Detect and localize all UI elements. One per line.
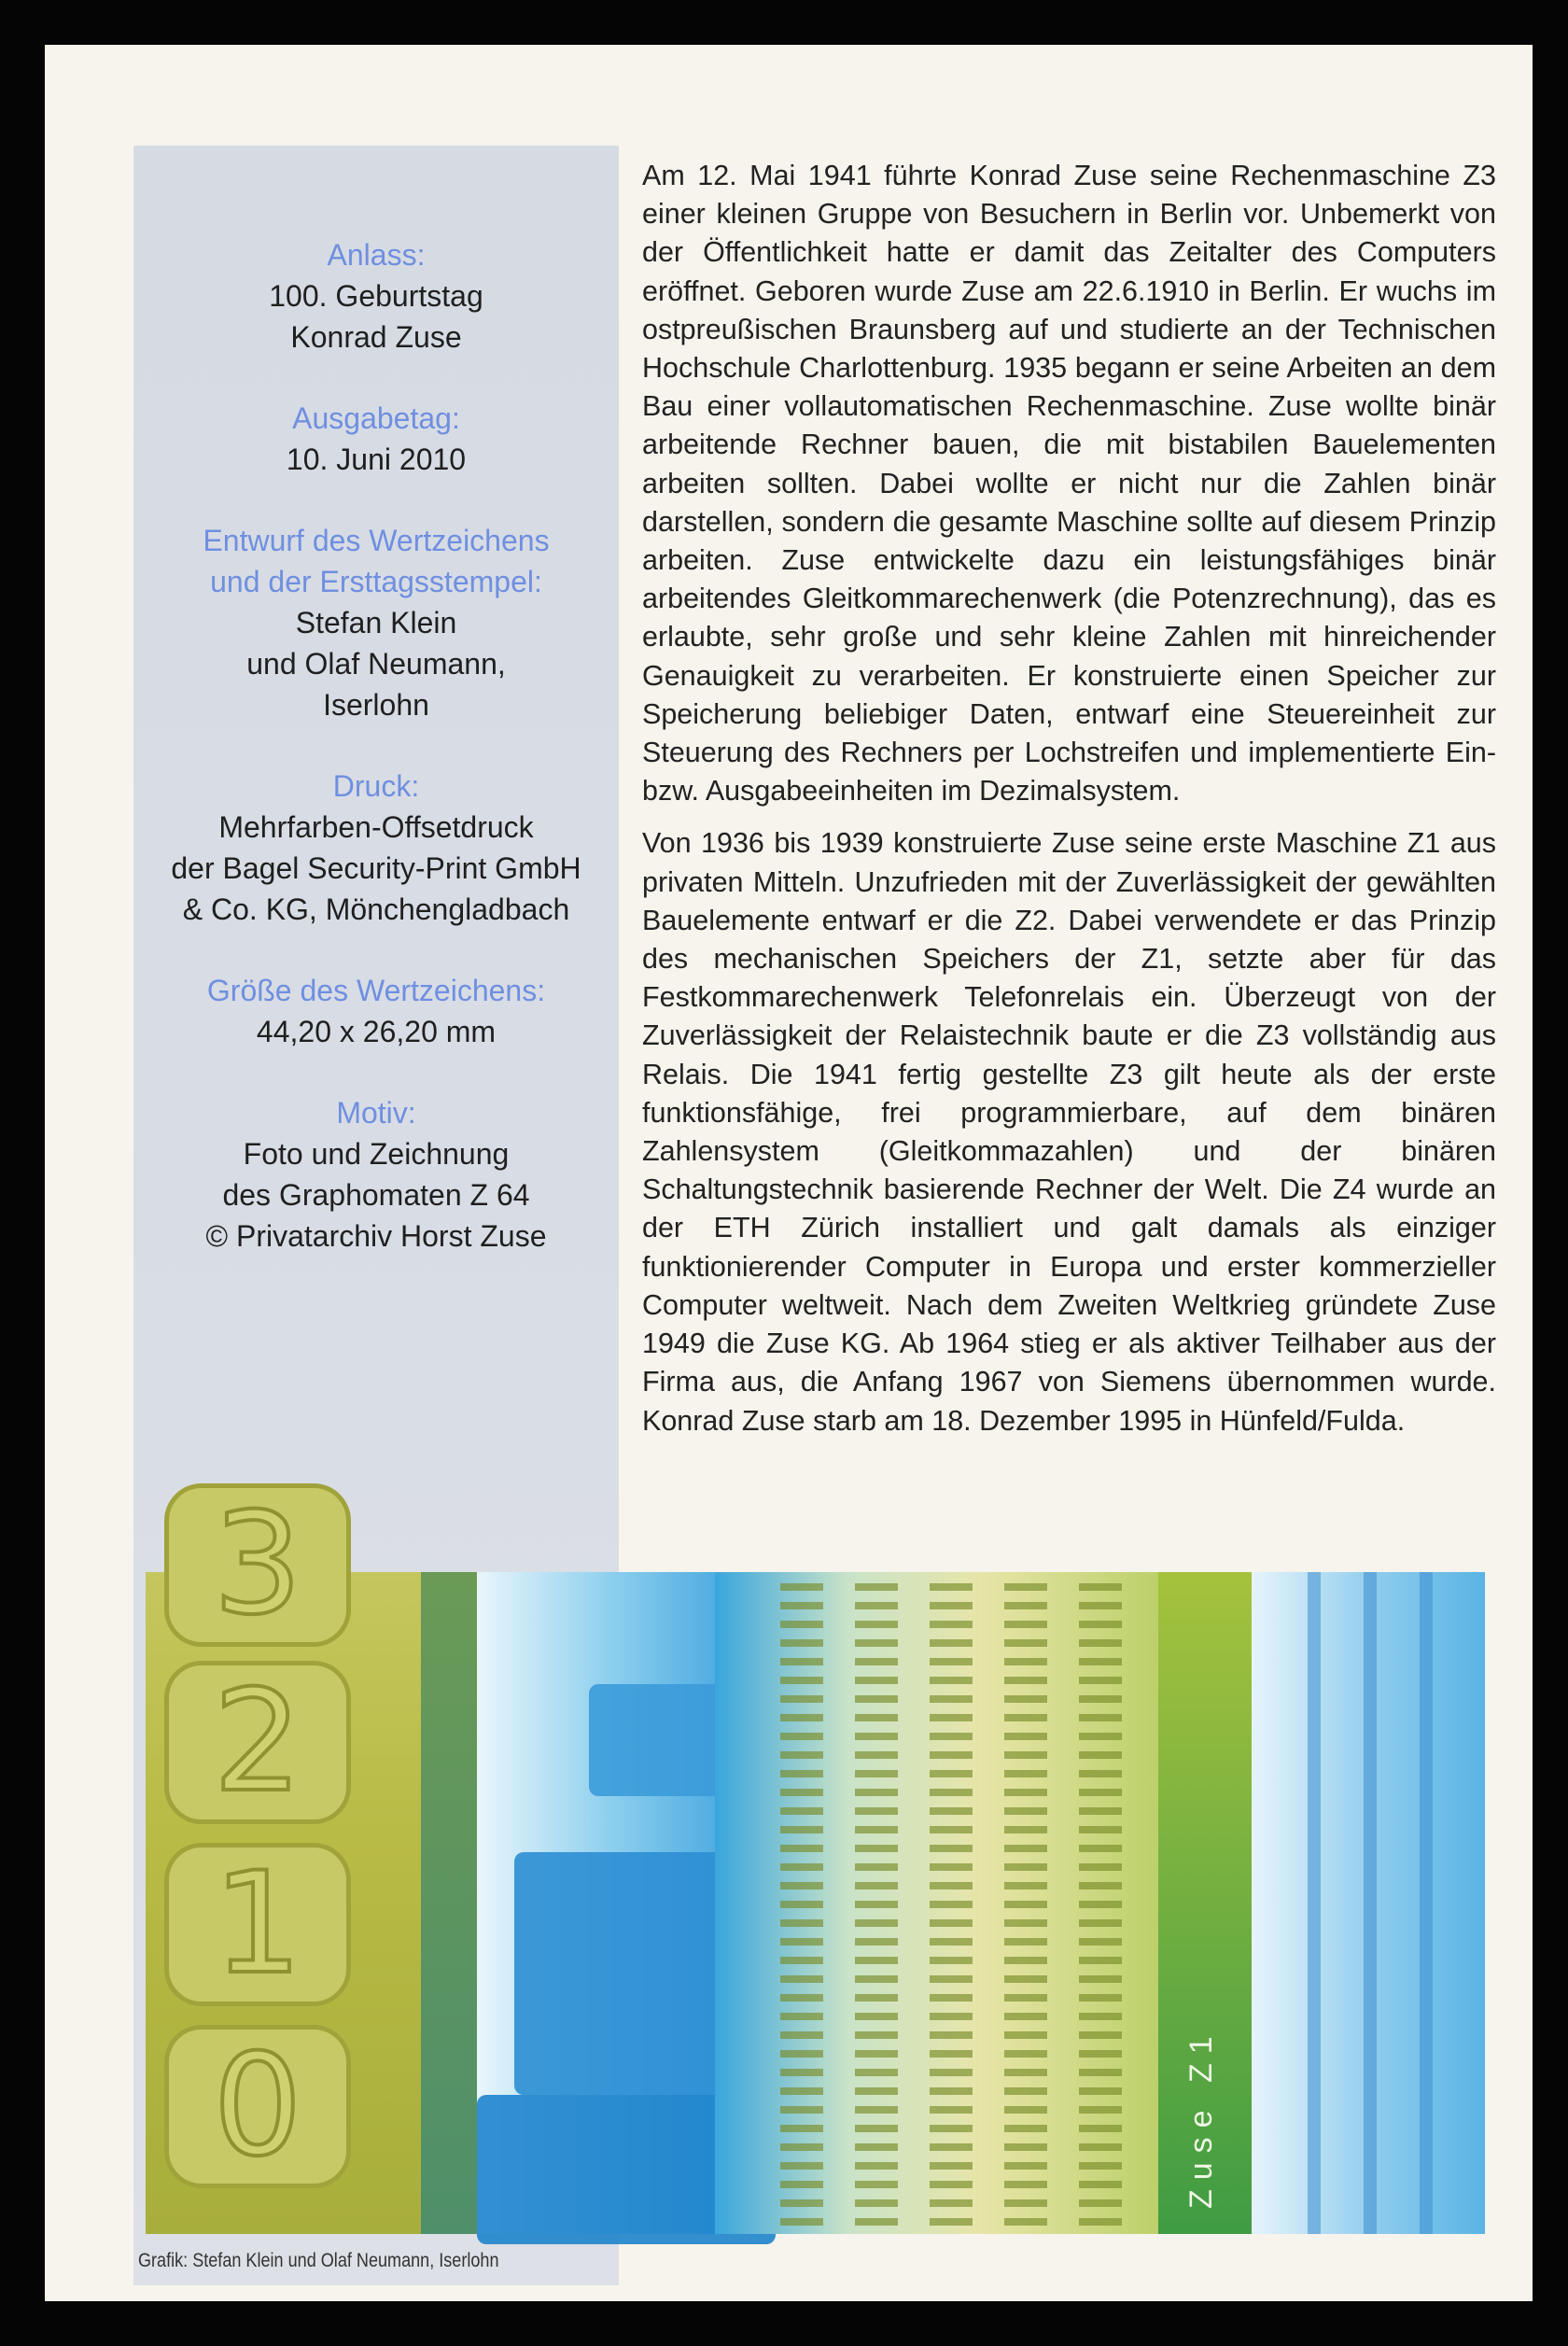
punch-strip xyxy=(930,1572,973,2234)
rail xyxy=(1420,1572,1433,2234)
value-line: Stefan Klein xyxy=(295,606,457,639)
punch-strip xyxy=(780,1572,823,2234)
value-line: des Graphomaten Z 64 xyxy=(222,1178,530,1212)
section-anlass xyxy=(133,234,619,358)
key-digit: 2 xyxy=(213,1661,302,1823)
rail xyxy=(1364,1572,1377,2234)
section-ausgabetag xyxy=(133,398,619,480)
machine-rails xyxy=(1252,1572,1485,2234)
document-sheet xyxy=(45,45,1533,2301)
rail xyxy=(1308,1572,1321,2234)
green-strip xyxy=(421,1572,477,2234)
article-body xyxy=(642,157,1496,1454)
value-line: & Co. KG, Mönchengladbach xyxy=(182,892,570,926)
label-entwurf-2: und der Ersttagsstempel: xyxy=(210,565,542,598)
key-digit: 0 xyxy=(213,2025,302,2187)
value-line: 44,20 x 26,20 mm xyxy=(256,1015,497,1048)
section-motiv xyxy=(133,1092,619,1257)
punch-tape-detail xyxy=(715,1572,1158,2234)
key-digit: 3 xyxy=(213,1483,302,1646)
value-line: Iserlohn xyxy=(323,688,429,722)
zuse-z1-label: Zuse Z1 xyxy=(1183,2027,1219,2210)
key-tile xyxy=(164,2025,351,2188)
label-entwurf: Entwurf des Wertzeichens xyxy=(203,524,550,557)
value-line: Foto und Zeichnung xyxy=(243,1137,510,1171)
label-motiv: Motiv: xyxy=(336,1096,416,1130)
key-digit: 1 xyxy=(213,1843,302,2005)
section-entwurf xyxy=(133,520,619,725)
value-line: © Privatarchiv Horst Zuse xyxy=(205,1219,547,1253)
paragraph-1: Am 12. Mai 1941 führte Konrad Zuse seine Rechenmaschine Z3 einer kleinen Gruppe von Besuchern in Berlin vor. Unbemerkt von der Öffentlichkeit hatte er damit das Zeitalter des Computers eröffnet. Geboren wurde Zuse am 22.6.1910 in Berlin. Er wuchs im ostpreußischen Braunsberg auf und studierte an der Technischen Hochschule Charlottenburg. 1935 begann er seine Arbeiten an dem Bau einer vollautomatischen Rechenmaschine. Zuse wollte binär arbeitende Rechner bauen, die mit bistabilen Bauelementen arbeiten sollten. Dabei wollte er nicht nur die Zahlen binär darstellen, sondern die gesamte Maschine sollte auf diesem Prinzip arbeiten. Zuse entwickelte dazu ein leistungsfähiges binär arbeitendes Gleitkommarechenwerk (die Potenzrechnung), das es erlaubte, sehr große und sehr kleine Zahlen mit hinreichender Genauigkeit zu verarbeiten. Er konstruierte einen Speicher zur Speicherung beliebiger Daten, entwarf eine Steuereinheit zur Steuerung des Rechners per Lochstreifen und implementierte Ein- bzw. Ausgabeeinheiten im Dezimalsystem. xyxy=(642,160,1496,808)
value-line: und Olaf Neumann, xyxy=(246,647,506,681)
paragraph-2: Von 1936 bis 1939 konstruierte Zuse seine erste Maschine Z1 aus privaten Mitteln. Unzufrieden mit der Zuverlässigkeit der gewählten Bauelemente entwarf er die Z2. Dabei verwendete er das Prinzip des mechanischen Speichers der Z1, setzte aber für das Festkommarechenwerk Telefonrelais ein. Überzeugt von der Zuverlässigkeit der Relaistechnik baute er die Z3 vollständig aus Relais. Die 1941 fertig gestellte Z3 gilt heute als der erste funktionsfähige, frei programmierbare, auf dem binären Zahlensystem (Gleitkommazahlen) und der binären Schaltungstechnik basierende Rechner der Welt. Die Z4 wurde an der ETH Zürich installiert und galt damals als einziger funktionierender Computer in Europa und erster kommerzieller Computer weltweit. Nach dem Zweiten Weltkrieg gründete Zuse 1949 die Zuse KG. Ab 1964 stieg er als aktiver Teilhaber aus der Firma aus, die Anfang 1967 von Siemens übernommen wurde. Konrad Zuse starb am 18. Dezember 1995 in Hünfeld/Fulda. xyxy=(642,827,1496,1437)
key-tile xyxy=(164,1483,351,1647)
key-tile xyxy=(164,1843,351,2006)
value-line: 100. Geburtstag xyxy=(269,279,483,313)
image-credit: Grafik: Stefan Klein und Olaf Neumann, Iserlohn xyxy=(138,2250,499,2271)
section-druck xyxy=(133,766,619,930)
punch-strip xyxy=(1004,1572,1047,2234)
label-anlass: Anlass: xyxy=(327,238,426,272)
key-tile xyxy=(164,1661,351,1824)
keypad-photo xyxy=(146,1483,430,2234)
label-ausgabetag: Ausgabetag: xyxy=(292,401,460,435)
label-druck: Druck: xyxy=(332,769,420,803)
value-line: 10. Juni 2010 xyxy=(286,443,467,476)
machine-detail xyxy=(477,1572,738,2234)
value-line: Mehrfarben-Offsetdruck xyxy=(218,810,534,844)
punch-strip xyxy=(1079,1572,1122,2234)
value-line: Konrad Zuse xyxy=(290,320,462,354)
sidebar-content xyxy=(133,234,619,1297)
label-groesse: Größe des Wertzeichens: xyxy=(206,974,546,1007)
stamp-motif-image xyxy=(146,1483,1485,2234)
value-line: der Bagel Security-Print GmbH xyxy=(171,851,581,885)
section-groesse xyxy=(133,970,619,1052)
punch-strip xyxy=(855,1572,898,2234)
